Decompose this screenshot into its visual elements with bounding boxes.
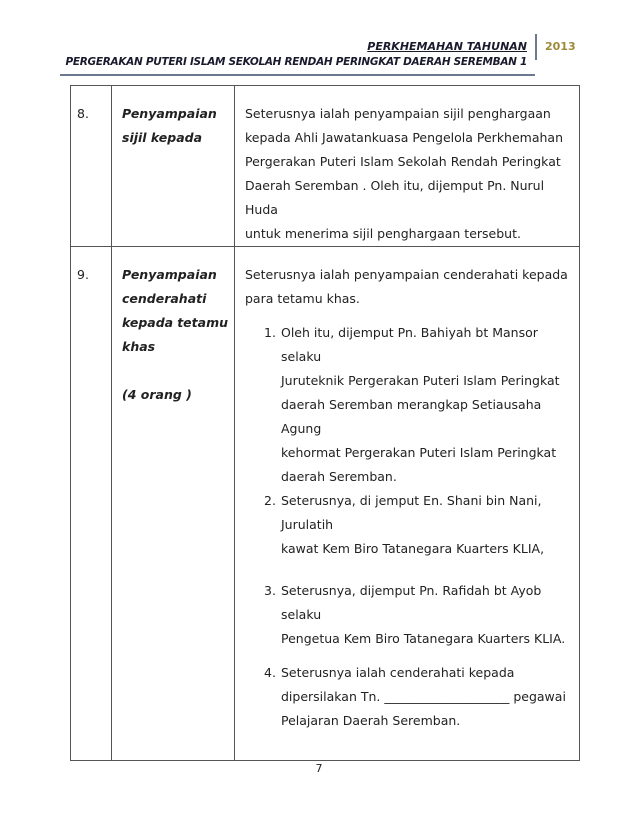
description-line: Seterusnya ialah penyampaian cenderahati kepada (245, 267, 568, 282)
table-row (71, 86, 580, 247)
page-number: 7 (315, 762, 323, 775)
header-subtitle: PERGERAKAN PUTERI ISLAM SEKOLAH RENDAH PERINGKAT DAERAH SEREMBAN 1 (65, 56, 527, 68)
topic-line (122, 311, 234, 335)
list-item-number: 1. (264, 325, 276, 340)
topic-line: Penyampaian (122, 106, 217, 121)
programme-table (70, 85, 580, 761)
row-topic (112, 247, 235, 761)
list-item-line: Pelajaran Daerah Seremban. (281, 713, 461, 728)
list-item-line: dipersilakan Tn. ____________________ pegawai (281, 689, 566, 704)
header-title: PERKHEMAHAN TAHUNAN (367, 40, 527, 53)
list-item-line: Oleh itu, dijemput Pn. Bahiyah bt Mansor selaku (281, 325, 538, 364)
table-row (71, 247, 580, 761)
list-item-line: kawat Kem Biro Tatanegara Kuarters KLIA, (281, 541, 545, 556)
topic-word: kepada (122, 315, 174, 330)
list-item-line: Seterusnya, dijemput Pn. Rafidah bt Ayob selaku (281, 583, 542, 622)
row-number: 9. (71, 247, 112, 761)
header-year: 2013 (545, 40, 576, 53)
recipient-list (245, 321, 573, 733)
list-item (264, 489, 573, 561)
row-number: 8. (71, 86, 112, 247)
list-item-number: 4. (264, 665, 276, 680)
row-description (235, 86, 580, 247)
topic-line: Penyampaian (122, 267, 217, 282)
page-header (60, 34, 535, 76)
topic-line: sijil kepada (122, 130, 203, 145)
topic-line: khas (122, 339, 156, 354)
description-line: untuk menerima sijil penghargaan tersebut. (245, 226, 521, 241)
list-item-line: Seterusnya, di jemput En. Shani bin Nani, Jurulatih (281, 493, 542, 532)
topic-line: cenderahati (122, 291, 207, 306)
description-line: para tetamu khas. (245, 291, 360, 306)
list-item-line: Pengetua Kem Biro Tatanegara Kuarters KLIA. (281, 631, 566, 646)
topic-word: tetamu (177, 315, 228, 330)
row-description (235, 247, 580, 761)
list-item-line: Seterusnya ialah cenderahati kepada (281, 665, 515, 680)
topic-count: (4 orang ) (122, 387, 192, 402)
list-item (264, 661, 573, 733)
list-item (264, 579, 573, 651)
description-line: Seterusnya ialah penyampaian sijil penghargaan (245, 106, 551, 121)
header-year-box (535, 34, 577, 60)
list-item-line: Juruteknik Pergerakan Puteri Islam Peringkat (281, 373, 560, 388)
description-line: Pergerakan Puteri Islam Sekolah Rendah Peringkat (245, 154, 561, 169)
list-item (264, 321, 573, 489)
row-topic (112, 86, 235, 247)
list-item-number: 3. (264, 583, 276, 598)
list-item-line: daerah Seremban merangkap Setiausaha Agung (281, 397, 542, 436)
list-item-line: kehormat Pergerakan Puteri Islam Peringkat (281, 445, 557, 460)
description-line: Daerah Seremban . Oleh itu, dijemput Pn. Nurul Huda (245, 178, 545, 217)
list-item-number: 2. (264, 493, 276, 508)
description-line: kepada Ahli Jawatankuasa Pengelola Perkhemahan (245, 130, 564, 145)
list-item-line: daerah Seremban. (281, 469, 397, 484)
